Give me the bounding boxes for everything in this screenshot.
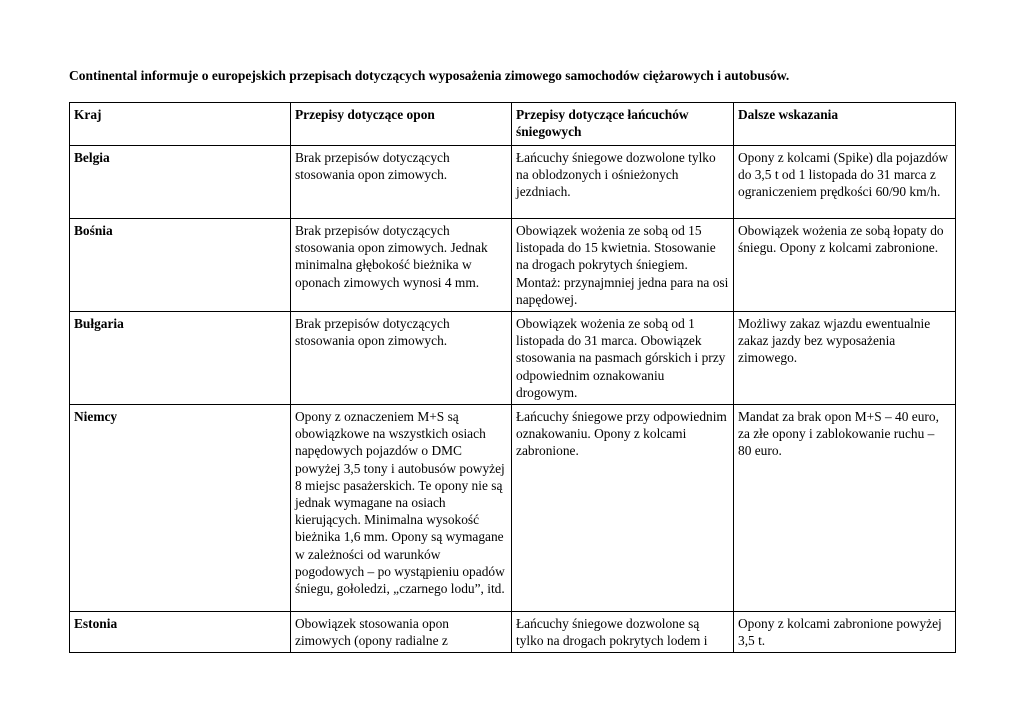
cell-further-notes: Mandat za brak opon M+S – 40 euro, za złe opony i zablokowanie ruchu – 80 euro.	[734, 405, 956, 612]
table-row	[70, 146, 956, 219]
cell-chain-rules: Obowiązek wożenia ze sobą od 15 listopada do 15 kwietnia. Stosowanie na drogach pokrytych śniegiem. Montaż: przynajmniej jedna para na osi napędowej.	[512, 219, 734, 312]
cell-chain-rules: Łańcuchy śniegowe dozwolone tylko na oblodzonych i ośnieżonych jezdniach.	[512, 146, 734, 219]
cell-tire-rules: Brak przepisów dotyczących stosowania opon zimowych. Jednak minimalna głębokość bieżnika w oponach zimowych wynosi 4 mm.	[291, 219, 512, 312]
cell-country: Bułgaria	[70, 312, 291, 405]
table-row	[70, 612, 956, 653]
cell-country: Niemcy	[70, 405, 291, 612]
cell-tire-rules: Obowiązek stosowania opon zimowych (opony radialne z	[291, 612, 512, 653]
page-title: Continental informuje o europejskich przepisach dotyczących wyposażenia zimowego samochodów ciężarowych i autobusów.	[69, 68, 790, 83]
table-row	[70, 405, 956, 612]
cell-further-notes: Obowiązek wożenia ze sobą łopaty do śniegu. Opony z kolcami zabronione.	[734, 219, 956, 312]
table-row	[70, 219, 956, 312]
cell-further-notes: Opony z kolcami zabronione powyżej 3,5 t.	[734, 612, 956, 653]
header-tire-rules: Przepisy dotyczące opon	[291, 103, 512, 146]
cell-tire-rules: Brak przepisów dotyczących stosowania opon zimowych.	[291, 312, 512, 405]
cell-tire-rules: Brak przepisów dotyczących stosowania opon zimowych.	[291, 146, 512, 219]
header-country: Kraj	[70, 103, 291, 146]
cell-chain-rules: Łańcuchy śniegowe dozwolone są tylko na drogach pokrytych lodem i	[512, 612, 734, 653]
cell-further-notes: Możliwy zakaz wjazdu ewentualnie zakaz jazdy bez wyposażenia zimowego.	[734, 312, 956, 405]
winter-equipment-table	[69, 102, 956, 653]
table-row	[70, 312, 956, 405]
cell-chain-rules: Łańcuchy śniegowe przy odpowiednim oznakowaniu. Opony z kolcami zabronione.	[512, 405, 734, 612]
cell-country: Bośnia	[70, 219, 291, 312]
cell-tire-rules: Opony z oznaczeniem M+S są obowiązkowe na wszystkich osiach napędowych pojazdów o DMC powyżej 3,5 tony i autobusów powyżej 8 miejsc pasażerskich. Te opony nie są jednak wymagane na osiach kierujących. Minimalna wysokość bieżnika 1,6 mm. Opony są wymagane w zależności od warunków pogodowych – po wystąpieniu opadów śniegu, gołoledzi, „czarnego lodu”, itd.	[291, 405, 512, 612]
cell-further-notes: Opony z kolcami (Spike) dla pojazdów do 3,5 t od 1 listopada do 31 marca z ograniczeniem prędkości 60/90 km/h.	[734, 146, 956, 219]
table-header-row	[70, 103, 956, 146]
header-further-notes: Dalsze wskazania	[734, 103, 956, 146]
cell-country: Estonia	[70, 612, 291, 653]
cell-chain-rules: Obowiązek wożenia ze sobą od 1 listopada do 31 marca. Obowiązek stosowania na pasmach górskich i przy odpowiednim oznakowaniu drogowym.	[512, 312, 734, 405]
header-chain-rules: Przepisy dotyczące łańcuchów śniegowych	[512, 103, 734, 146]
cell-country: Belgia	[70, 146, 291, 219]
